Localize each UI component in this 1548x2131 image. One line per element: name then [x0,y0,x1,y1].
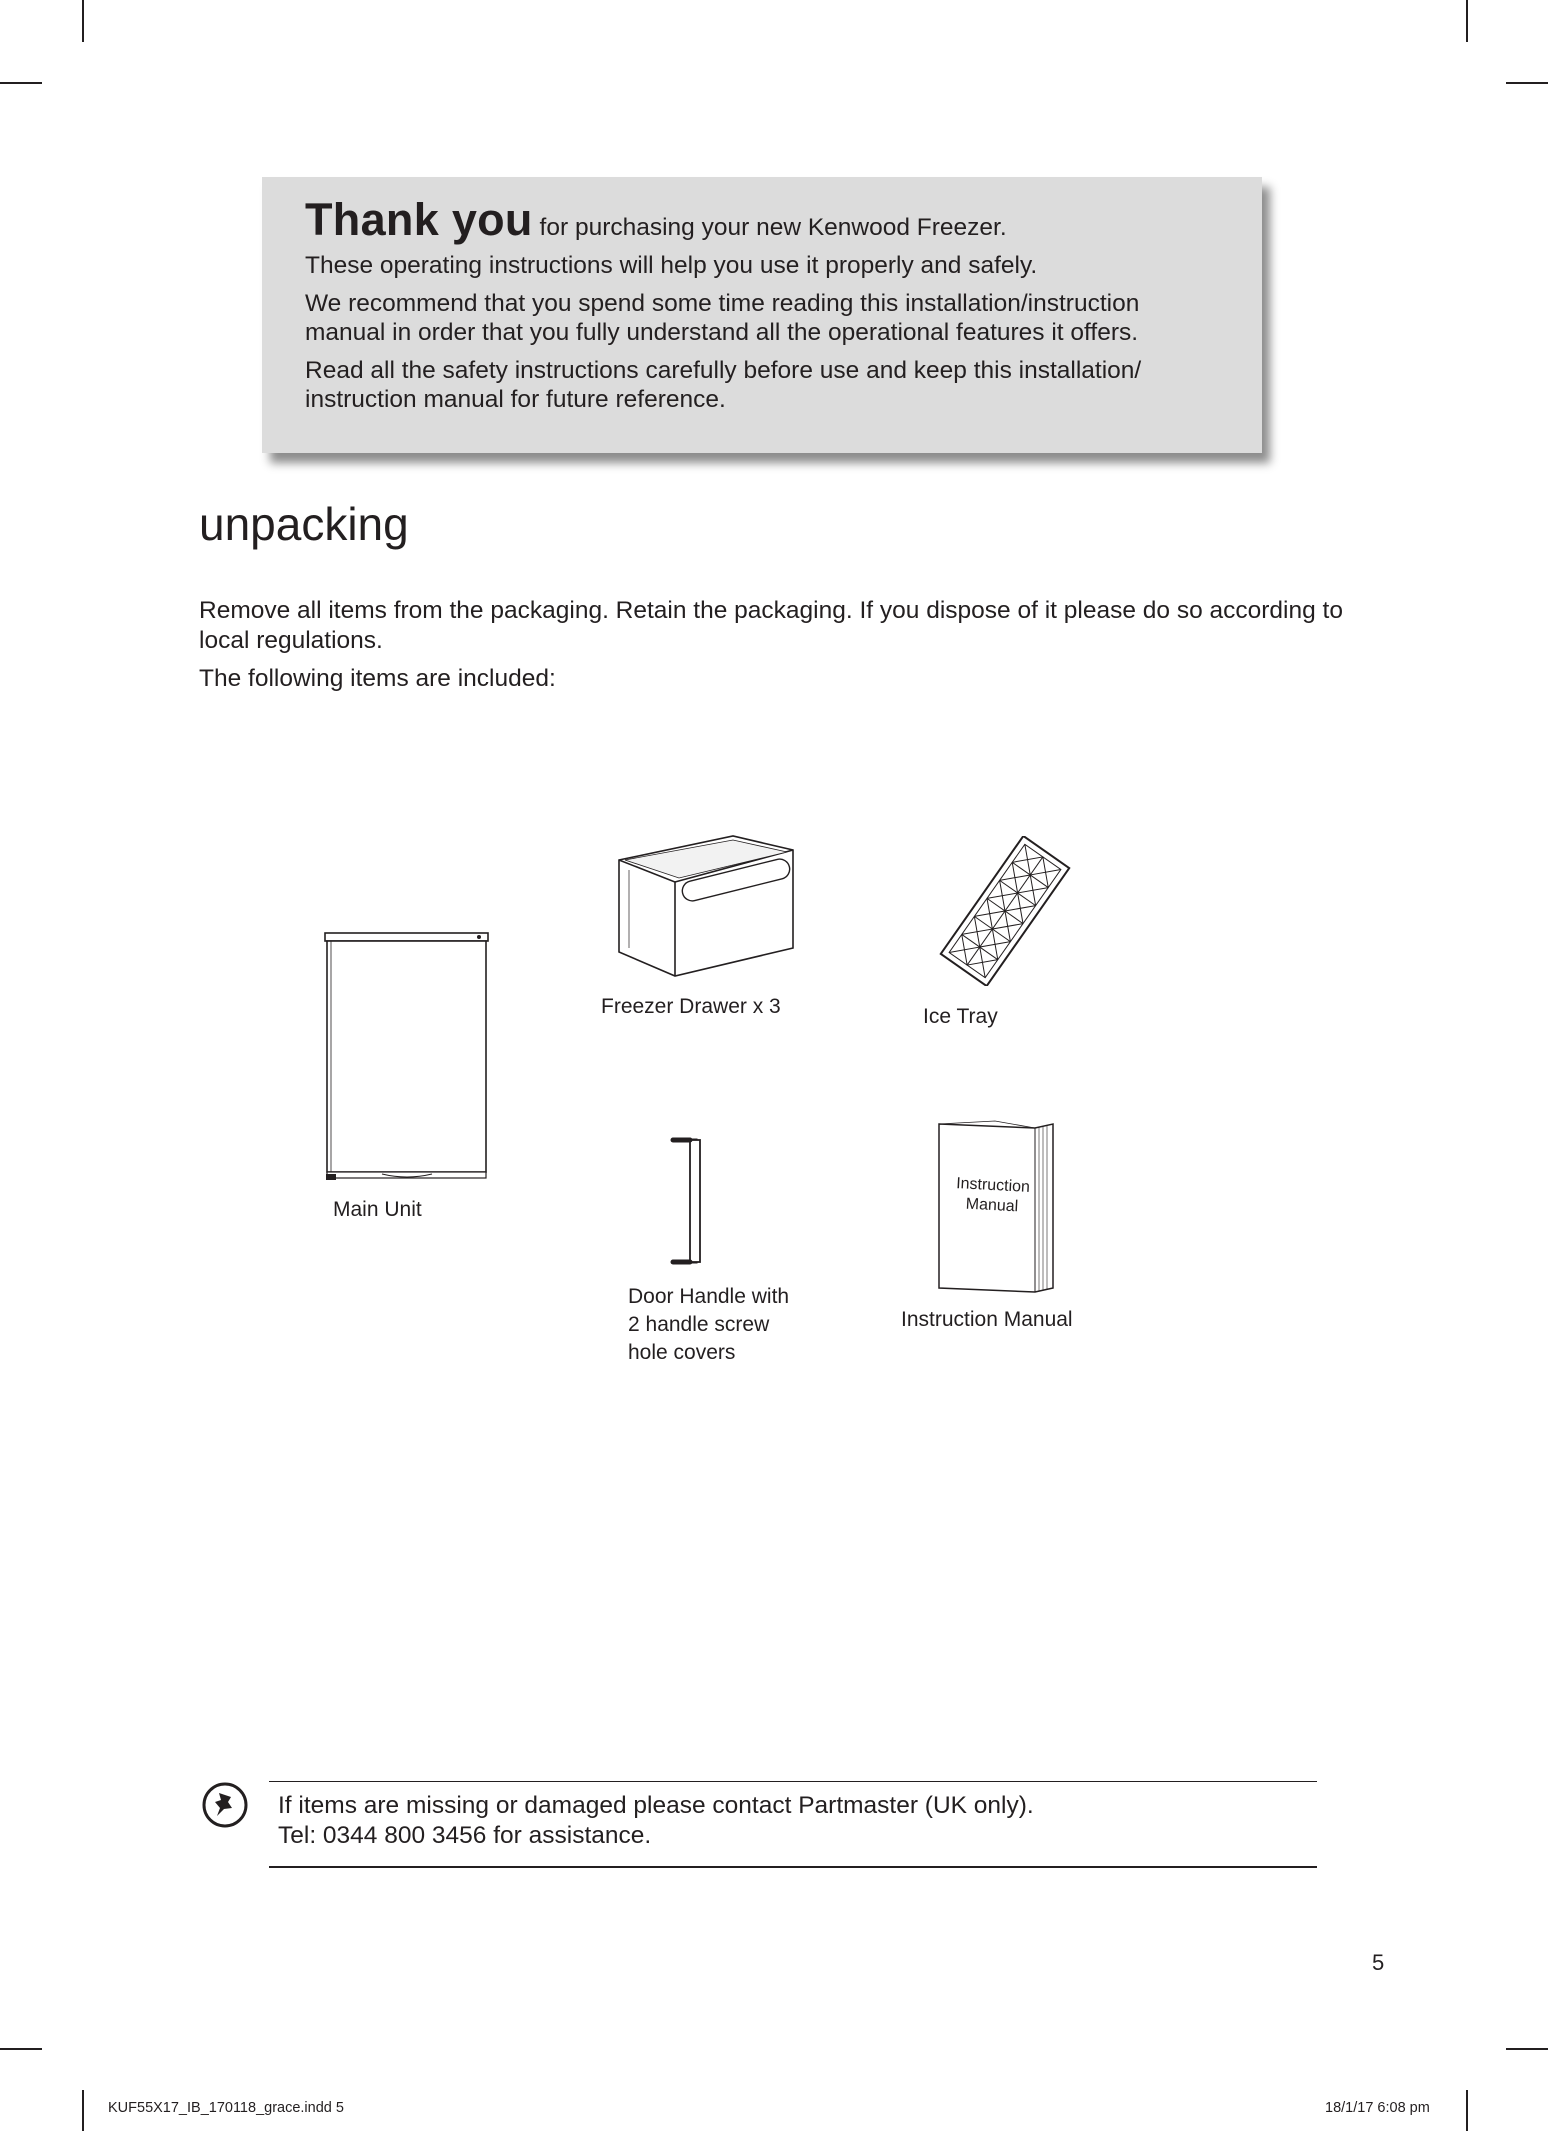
crop-mark [1506,2048,1548,2050]
freezer-drawer-illustration [615,830,795,980]
slug-date: 18/1/17 6:08 pm [1325,2100,1430,2116]
intro-line-2: These operating instructions will help you use it properly and safely. [305,252,1038,279]
door-handle-label-line: hole covers [628,1341,736,1364]
manual-label: Instruction Manual [901,1308,1073,1331]
manual-cover-text [944,1174,1041,1219]
crop-mark [0,2048,42,2050]
main-unit-illustration [322,930,492,1185]
section-body [199,596,1349,702]
intro-line-3: We recommend that you spend some time reading this installation/instruction manual in order that you fully understand all the operational features it offers. [305,290,1140,346]
section-heading: unpacking [199,498,409,550]
crop-mark [82,2090,84,2131]
included-paragraph: The following items are included: [199,665,556,692]
intro-line-4: Read all the safety instructions carefully before use and keep this installation/ instruction manual for future reference. [305,357,1142,413]
crop-mark [1466,0,1468,42]
slug-filename: KUF55X17_IB_170118_grace.indd 5 [108,2100,344,2116]
manual-cover-line: Instruction [955,1175,1031,1196]
note-line: Tel: 0344 800 3456 for assistance. [278,1822,652,1849]
note-top-rule [269,1781,1317,1782]
note-line: If items are missing or damaged please contact Partmaster (UK only). [278,1792,1034,1819]
crop-mark [82,0,84,42]
unpacking-paragraph: Remove all items from the packaging. Retain the packaging. If you dispose of it please do so according to local regulations. [199,597,1343,654]
thank-you-heading: Thank you [305,194,533,245]
crop-mark [1506,82,1548,84]
note-text [278,1791,1034,1851]
door-handle-label-line: 2 handle screw [628,1313,770,1336]
note-bottom-rule [269,1866,1317,1868]
freezer-drawer-label: Freezer Drawer x 3 [601,995,781,1018]
door-handle-illustration [668,1136,718,1266]
thank-you-box [262,177,1262,453]
door-handle-label [628,1283,789,1367]
page-number: 5 [1372,1950,1385,1975]
thank-you-line [305,194,1205,245]
pushpin-icon [201,1781,249,1829]
ice-tray-illustration [925,836,1085,986]
door-handle-label-line: Door Handle with [628,1285,790,1308]
manual-cover-line: Manual [965,1195,1019,1216]
crop-mark [0,82,42,84]
thank-you-rest: for purchasing your new Kenwood Freezer. [532,214,1007,241]
main-unit-label: Main Unit [333,1198,422,1221]
crop-mark [1466,2090,1468,2131]
ice-tray-label: Ice Tray [923,1005,998,1028]
